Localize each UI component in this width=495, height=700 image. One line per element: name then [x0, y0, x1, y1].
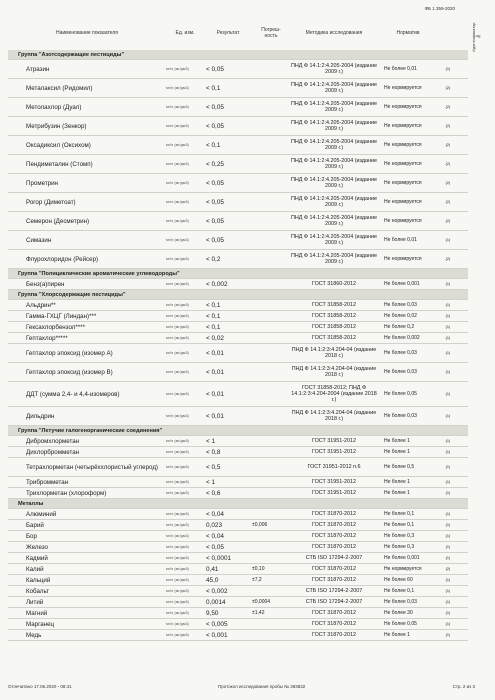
cell-unit: мг/л (мг/дм3) — [166, 351, 189, 355]
cell-name: Рогор (Диметоат) — [26, 198, 76, 206]
cell-method: СТБ ISO 17294-2-2007 — [305, 599, 363, 605]
cell-ref: (1) — [445, 556, 451, 560]
table-row — [8, 597, 468, 608]
cell-norm: Не более 0,05 — [384, 621, 417, 627]
table-row — [8, 311, 468, 322]
cell-unit: мг/л (мг/дм3) — [166, 512, 189, 516]
cell-method: ГОСТ 31870-2012 — [311, 632, 357, 638]
cell-method: ГОСТ 31870-2012 — [311, 533, 357, 539]
cell-norm: Не более 0,1 — [384, 588, 415, 594]
cell-result: < 0,0001 — [206, 554, 232, 562]
cell-unit: мг/л (мг/дм3) — [166, 439, 189, 443]
cell-result: < 0,1 — [206, 323, 221, 331]
cell-unit: мг/л (мг/дм3) — [166, 545, 189, 549]
group-header — [8, 269, 468, 279]
cell-result: < 0,25 — [206, 160, 224, 168]
table-row — [8, 608, 468, 619]
cell-unit: мг/л (мг/дм3) — [166, 314, 189, 318]
cell-norm: Не более 0,03 — [384, 302, 417, 308]
cell-name: Калий — [26, 565, 44, 573]
cell-method: СТБ ISO 17294-2-2007 — [305, 555, 363, 561]
cell-result: < 0,01 — [206, 368, 224, 376]
cell-ref: (1) — [445, 439, 451, 443]
cell-unit: мг/л (мг/дм3) — [166, 556, 189, 560]
cell-unit: мг/л (мг/дм3) — [166, 143, 189, 147]
cell-ref: (2) — [445, 567, 451, 571]
table-row — [8, 155, 468, 174]
cell-name: Марганец — [26, 620, 55, 628]
cell-ref: (1) — [445, 450, 451, 454]
cell-unit: мг/л (мг/дм3) — [166, 67, 189, 71]
cell-norm: Не более 0,2 — [384, 324, 415, 330]
group-label: Группа "Азотсодержащие пестициды" — [18, 51, 125, 58]
table-row — [8, 436, 468, 447]
cell-norm: Не более 0,002 — [384, 335, 420, 341]
results-table — [8, 50, 468, 641]
cell-ref: (1) — [445, 611, 451, 615]
cell-method: ПНД Ф 14.1:2:3:4.204-04 (издание 2018 г.) — [291, 347, 377, 359]
cell-method: ПНД Ф 14.1:2:4.205-2004 (издание 2009 г.) — [290, 82, 378, 94]
cell-result: < 1 — [206, 478, 216, 486]
cell-result: 0,023 — [206, 521, 222, 529]
group-header — [8, 426, 468, 436]
cell-result: < 0,1 — [206, 312, 221, 320]
cell-ref: (2) — [445, 105, 451, 109]
cell-error: ±0,0004 — [252, 599, 271, 605]
header-norm: Норматив — [396, 30, 420, 36]
table-row — [8, 564, 468, 575]
cell-norm: Не более 0,03 — [384, 413, 417, 419]
cell-norm: Не нормируется — [384, 180, 422, 186]
cell-unit: мг/л (мг/дм3) — [166, 181, 189, 185]
cell-ref: (1) — [445, 465, 451, 469]
cell-ref: (1) — [445, 325, 451, 329]
cell-ref: (1) — [445, 622, 451, 626]
cell-name: Пендиметалин (Стомп) — [26, 160, 93, 168]
cell-method: ГОСТ 31858-2012; ПНД Ф 14.1:2:3:4.204-2004 (издание 2018 г.) — [291, 385, 377, 403]
cell-result: < 0,2 — [206, 255, 221, 263]
cell-ref: (1) — [445, 238, 451, 242]
cell-method: ГОСТ 31870-2012 — [311, 511, 357, 517]
cell-norm: Не нормируется — [384, 256, 422, 262]
cell-ref: (2) — [445, 200, 451, 204]
cell-name: Атразин — [26, 65, 50, 73]
cell-unit: мг/л (мг/дм3) — [166, 124, 189, 128]
cell-unit: мг/л (мг/дм3) — [166, 414, 189, 418]
cell-result: < 0,04 — [206, 510, 224, 518]
cell-method: ГОСТ 31858-2012 — [311, 302, 357, 308]
cell-norm: Не более 1 — [384, 632, 410, 638]
cell-name: Метрибузин (Зенкор) — [26, 122, 87, 130]
table-row — [8, 231, 468, 250]
cell-ref: (2) — [445, 257, 451, 261]
cell-ref: (1) — [445, 480, 451, 484]
cell-ref: (1) — [445, 633, 451, 637]
group-header — [8, 50, 468, 60]
cell-norm: Не более 60 — [384, 577, 413, 583]
cell-norm: Не более 0,03 — [384, 599, 417, 605]
cell-name: Гексахлорбензол**** — [26, 323, 85, 331]
cell-name: Алюминий — [26, 510, 57, 518]
cell-result: < 1 — [206, 437, 216, 445]
cell-name: Медь — [26, 631, 42, 639]
table-row — [8, 322, 468, 333]
table-row — [8, 520, 468, 531]
table-row — [8, 407, 468, 426]
cell-result: < 0,8 — [206, 448, 221, 456]
cell-norm: Не более 1 — [384, 490, 410, 496]
cell-result: < 0,05 — [206, 198, 224, 206]
cell-unit: мг/л (мг/дм3) — [166, 523, 189, 527]
cell-result: < 0,05 — [206, 179, 224, 187]
cell-norm: Не более 0,02 — [384, 313, 417, 319]
cell-norm: Не нормируется — [384, 123, 422, 129]
cell-unit: мг/л (мг/дм3) — [166, 589, 189, 593]
cell-name: Бенз(а)пирен — [26, 280, 65, 288]
cell-unit: мг/л (мг/дм3) — [166, 238, 189, 242]
cell-norm: Не более 0,01 — [384, 237, 417, 243]
cell-method: ПНД Ф 14.1:2:3:4.204-04 (издание 2018 г.) — [291, 366, 377, 378]
cell-name: Симазин — [26, 236, 52, 244]
cell-result: < 0,01 — [206, 390, 224, 398]
table-row — [8, 382, 468, 407]
cell-result: < 0,05 — [206, 236, 224, 244]
cell-result: 0,0014 — [206, 598, 226, 606]
cell-method: ГОСТ 31951-2012 — [311, 438, 357, 444]
cell-result: < 0,05 — [206, 103, 224, 111]
cell-ref: (1) — [445, 578, 451, 582]
cell-norm: Не более 0,01 — [384, 66, 417, 72]
cell-unit: мг/л (мг/дм3) — [166, 480, 189, 484]
cell-result: 9,50 — [206, 609, 219, 617]
cell-norm: Не нормируется — [384, 566, 422, 572]
cell-unit: мг/л (мг/дм3) — [166, 370, 189, 374]
cell-unit: мг/л (мг/дм3) — [166, 219, 189, 223]
cell-result: < 0,001 — [206, 631, 228, 639]
cell-ref: (1) — [445, 336, 451, 340]
table-row — [8, 136, 468, 155]
cell-method: ГОСТ 31951-2012 п.6 — [307, 464, 361, 470]
cell-ref: (1) — [445, 545, 451, 549]
table-row — [8, 250, 468, 269]
table-row — [8, 575, 468, 586]
cell-name: Кальций — [26, 576, 51, 584]
table-row — [8, 333, 468, 344]
cell-unit: мг/л (мг/дм3) — [166, 105, 189, 109]
cell-name: Гамма-ГХЦГ (Линдан)*** — [26, 312, 97, 320]
cell-method: ГОСТ 31951-2012 — [311, 490, 357, 496]
cell-method: ПНД Ф 14.1:2:4.205-2004 (издание 2009 г.) — [290, 234, 378, 246]
cell-method: ГОСТ 31858-2012 — [311, 313, 357, 319]
cell-method: ПНД Ф 14.1:2:4.205-2004 (издание 2009 г.) — [290, 253, 378, 265]
table-row — [8, 300, 468, 311]
cell-norm: Не более 1 — [384, 479, 410, 485]
cell-name: Альдрин** — [26, 301, 56, 309]
cell-method: ГОСТ 31858-2012 — [311, 324, 357, 330]
print-date: Отпечатано 17.06.2020 - 08:41 — [8, 684, 72, 689]
cell-ref: (2) — [445, 219, 451, 223]
cell-ref: (2) — [445, 143, 451, 147]
table-row — [8, 193, 468, 212]
cell-norm: Не более 0,001 — [384, 555, 420, 561]
cell-method: ПНД Ф 14.1:2:4.205-2004 (издание 2009 г.) — [290, 63, 378, 75]
cell-unit: мг/л (мг/дм3) — [166, 162, 189, 166]
cell-ref: (1) — [445, 534, 451, 538]
cell-method: ГОСТ 31858-2012 — [311, 335, 357, 341]
cell-unit: мг/л (мг/дм3) — [166, 282, 189, 286]
vertical-id-label: Идентификатор № — [471, 22, 481, 52]
cell-method: ПНД Ф 14.1:2:4.205-2004 (издание 2009 г.) — [290, 120, 378, 132]
cell-method: ПНД Ф 14.1:2:4.205-2004 (издание 2009 г.) — [290, 196, 378, 208]
cell-unit: мг/л (мг/дм3) — [166, 325, 189, 329]
cell-norm: Не более 1 — [384, 438, 410, 444]
cell-unit: мг/л (мг/дм3) — [166, 465, 189, 469]
cell-error: ±7,2 — [252, 577, 262, 583]
cell-name: Металаксил (Ридомил) — [26, 84, 93, 92]
cell-norm: Не более 0,03 — [384, 369, 417, 375]
table-row — [8, 363, 468, 382]
table-row — [8, 212, 468, 231]
cell-ref: (1) — [445, 600, 451, 604]
document-code: ФБ 1.359-2020 — [424, 6, 455, 11]
cell-method: ГОСТ 31870-2012 — [311, 566, 357, 572]
header-unit: Ед. изм. — [175, 30, 195, 36]
cell-error: ±0,006 — [252, 522, 268, 528]
cell-method: ГОСТ 31951-2012 — [311, 479, 357, 485]
cell-result: 0,41 — [206, 565, 219, 573]
cell-method: ПНД Ф 14.1:2:4.205-2004 (издание 2009 г.) — [290, 177, 378, 189]
table-row — [8, 117, 468, 136]
cell-error: ±1,42 — [252, 610, 265, 616]
cell-method: ПНД Ф 14.1:2:4.205-2004 (издание 2009 г.) — [290, 101, 378, 113]
cell-norm: Не более 0,3 — [384, 544, 415, 550]
cell-unit: мг/л (мг/дм3) — [166, 567, 189, 571]
cell-name: Тетрахлорметан (четырёххлористый углерод) — [26, 463, 158, 471]
cell-result: < 0,02 — [206, 334, 224, 342]
cell-unit: мг/л (мг/дм3) — [166, 336, 189, 340]
cell-name: Метолахлор (Дуал) — [26, 103, 82, 111]
cell-result: < 0,1 — [206, 301, 221, 309]
cell-unit: мг/л (мг/дм3) — [166, 303, 189, 307]
cell-norm: Не более 0,3 — [384, 533, 415, 539]
table-row — [8, 174, 468, 193]
cell-ref: (1) — [445, 392, 451, 396]
cell-ref: (1) — [445, 303, 451, 307]
cell-name: Гептахлор эпоксид (изомер А) — [26, 349, 113, 357]
table-row — [8, 60, 468, 79]
group-label: Группа "Летучие галогенорганические соединения" — [18, 427, 163, 434]
cell-norm: Не более 0,1 — [384, 511, 415, 517]
cell-ref: (1) — [445, 351, 451, 355]
cell-unit: мг/л (мг/дм3) — [166, 491, 189, 495]
table-header — [8, 18, 468, 48]
cell-norm: Не нормируется — [384, 161, 422, 167]
cell-name: Барий — [26, 521, 44, 529]
cell-norm: Не более 0,5 — [384, 464, 415, 470]
group-header — [8, 499, 468, 509]
group-label: Группа "Хлорсодержащие пестициды" — [18, 291, 126, 298]
cell-result: < 0,05 — [206, 122, 224, 130]
cell-method: ГОСТ 31870-2012 — [311, 544, 357, 550]
cell-method: ГОСТ 31870-2012 — [311, 621, 357, 627]
table-row — [8, 477, 468, 488]
cell-ref: (1) — [445, 491, 451, 495]
cell-result: < 0,002 — [206, 280, 228, 288]
cell-method: ГОСТ 31951-2012 — [311, 449, 357, 455]
cell-result: < 0,1 — [206, 84, 221, 92]
cell-unit: мг/л (мг/дм3) — [166, 600, 189, 604]
cell-norm: Не нормируется — [384, 218, 422, 224]
cell-ref: (1) — [445, 370, 451, 374]
cell-name: Гептахлор эпоксид (изомер В) — [26, 368, 113, 376]
cell-unit: мг/л (мг/дм3) — [166, 622, 189, 626]
cell-result: < 0,04 — [206, 532, 224, 540]
cell-name: Флурохлоридон (Рейсер) — [26, 255, 99, 263]
group-header — [8, 290, 468, 300]
table-row — [8, 619, 468, 630]
cell-result: < 0,002 — [206, 587, 228, 595]
group-label: Группа "Полициклические ароматические углеводороды" — [18, 270, 180, 277]
cell-norm: Не нормируется — [384, 199, 422, 205]
cell-name: Трихлорметан (хлороформ) — [26, 489, 107, 497]
cell-result: < 0,01 — [206, 349, 224, 357]
cell-unit: мг/л (мг/дм3) — [166, 392, 189, 396]
cell-method: ГОСТ 31870-2012 — [311, 610, 357, 616]
cell-norm: Не нормируется — [384, 142, 422, 148]
cell-result: < 0,5 — [206, 463, 221, 471]
cell-norm: Не более 1 — [384, 449, 410, 455]
protocol-number: Протокол исследования пробы № 393832 — [218, 684, 306, 689]
cell-norm: Не нормируется — [384, 85, 422, 91]
cell-name: Дихлорбромметан — [26, 448, 80, 456]
cell-method: ПНД Ф 14.1:2:4.205-2004 (издание 2009 г.) — [290, 215, 378, 227]
cell-name: Оксадиксил (Оксихом) — [26, 141, 91, 149]
table-row — [8, 279, 468, 290]
table-row — [8, 531, 468, 542]
cell-result: < 0,05 — [206, 217, 224, 225]
header-result: Результат — [216, 30, 240, 36]
cell-ref: (1) — [445, 414, 451, 418]
table-row — [8, 509, 468, 520]
cell-ref: (2) — [445, 124, 451, 128]
cell-ref: (1) — [445, 512, 451, 516]
cell-ref: (1) — [445, 314, 451, 318]
cell-result: < 0,05 — [206, 65, 224, 73]
page-number: Стр. 2 из 3 — [452, 684, 475, 689]
cell-ref: (2) — [445, 162, 451, 166]
header-error: Погреш- ность — [261, 27, 281, 39]
table-row — [8, 553, 468, 564]
cell-result: < 0,005 — [206, 620, 228, 628]
cell-unit: мг/л (мг/дм3) — [166, 86, 189, 90]
cell-method: СТБ ISO 17294-2-2007 — [305, 588, 363, 594]
table-row — [8, 458, 468, 477]
cell-method: ГОСТ 31870-2012 — [311, 577, 357, 583]
cell-norm: Не более 0,001 — [384, 281, 420, 287]
cell-result: < 0,6 — [206, 489, 221, 497]
cell-error: ±0,10 — [252, 566, 265, 572]
cell-name: Магний — [26, 609, 48, 617]
cell-ref: (1) — [445, 589, 451, 593]
cell-ref: (2) — [445, 181, 451, 185]
cell-method: ПНД Ф 14.1:2:3:4.204-04 (издание 2018 г.) — [291, 410, 377, 422]
cell-name: Гептахлор***** — [26, 334, 68, 342]
cell-unit: мг/л (мг/дм3) — [166, 534, 189, 538]
cell-ref: (1) — [445, 282, 451, 286]
cell-ref: (1) — [445, 523, 451, 527]
cell-ref: (1) — [445, 67, 451, 71]
cell-name: Литий — [26, 598, 44, 606]
cell-norm: Не более 30 — [384, 610, 413, 616]
cell-name: Бор — [26, 532, 37, 540]
cell-norm: Не более 0,1 — [384, 522, 415, 528]
cell-result: < 0,1 — [206, 141, 221, 149]
table-row — [8, 98, 468, 117]
cell-method: ПНД Ф 14.1:2:4.205-2004 (издание 2009 г.) — [290, 158, 378, 170]
group-label: Металлы — [18, 500, 44, 507]
cell-name: Семерон (Десметрин) — [26, 217, 90, 225]
cell-unit: мг/л (мг/дм3) — [166, 200, 189, 204]
cell-result: 45,0 — [206, 576, 219, 584]
cell-name: Кадмий — [26, 554, 48, 562]
cell-name: ДДТ (сумма 2,4- и 4,4-изомеров) — [26, 390, 120, 398]
cell-name: Прометрин — [26, 179, 58, 187]
cell-unit: мг/л (мг/дм3) — [166, 450, 189, 454]
cell-name: Трибромметан — [26, 478, 69, 486]
cell-unit: мг/л (мг/дм3) — [166, 633, 189, 637]
table-row — [8, 79, 468, 98]
cell-norm: Не более 0,03 — [384, 350, 417, 356]
cell-method: ГОСТ 31860-2012 — [311, 281, 357, 287]
table-row — [8, 344, 468, 363]
table-row — [8, 586, 468, 597]
cell-unit: мг/л (мг/дм3) — [166, 257, 189, 261]
table-row — [8, 542, 468, 553]
cell-norm: Не нормируется — [384, 104, 422, 110]
header-name: Наименование показателя — [56, 30, 118, 36]
cell-ref: (2) — [445, 86, 451, 90]
cell-name: Дибромхлорметан — [26, 437, 80, 445]
cell-unit: мг/л (мг/дм3) — [166, 578, 189, 582]
header-method: Методика исследования — [305, 30, 363, 36]
cell-method: ГОСТ 31870-2012 — [311, 522, 357, 528]
cell-name: Железо — [26, 543, 48, 551]
cell-unit: мг/л (мг/дм3) — [166, 611, 189, 615]
table-row — [8, 630, 468, 641]
table-row — [8, 488, 468, 499]
cell-result: < 0,05 — [206, 543, 224, 551]
table-row — [8, 447, 468, 458]
cell-name: Кобальт — [26, 587, 50, 595]
cell-norm: Не более 0,05 — [384, 391, 417, 397]
cell-name: Дильдрин — [26, 412, 55, 420]
cell-result: < 0,01 — [206, 412, 224, 420]
cell-method: ПНД Ф 14.1:2:4.205-2004 (издание 2009 г.) — [290, 139, 378, 151]
